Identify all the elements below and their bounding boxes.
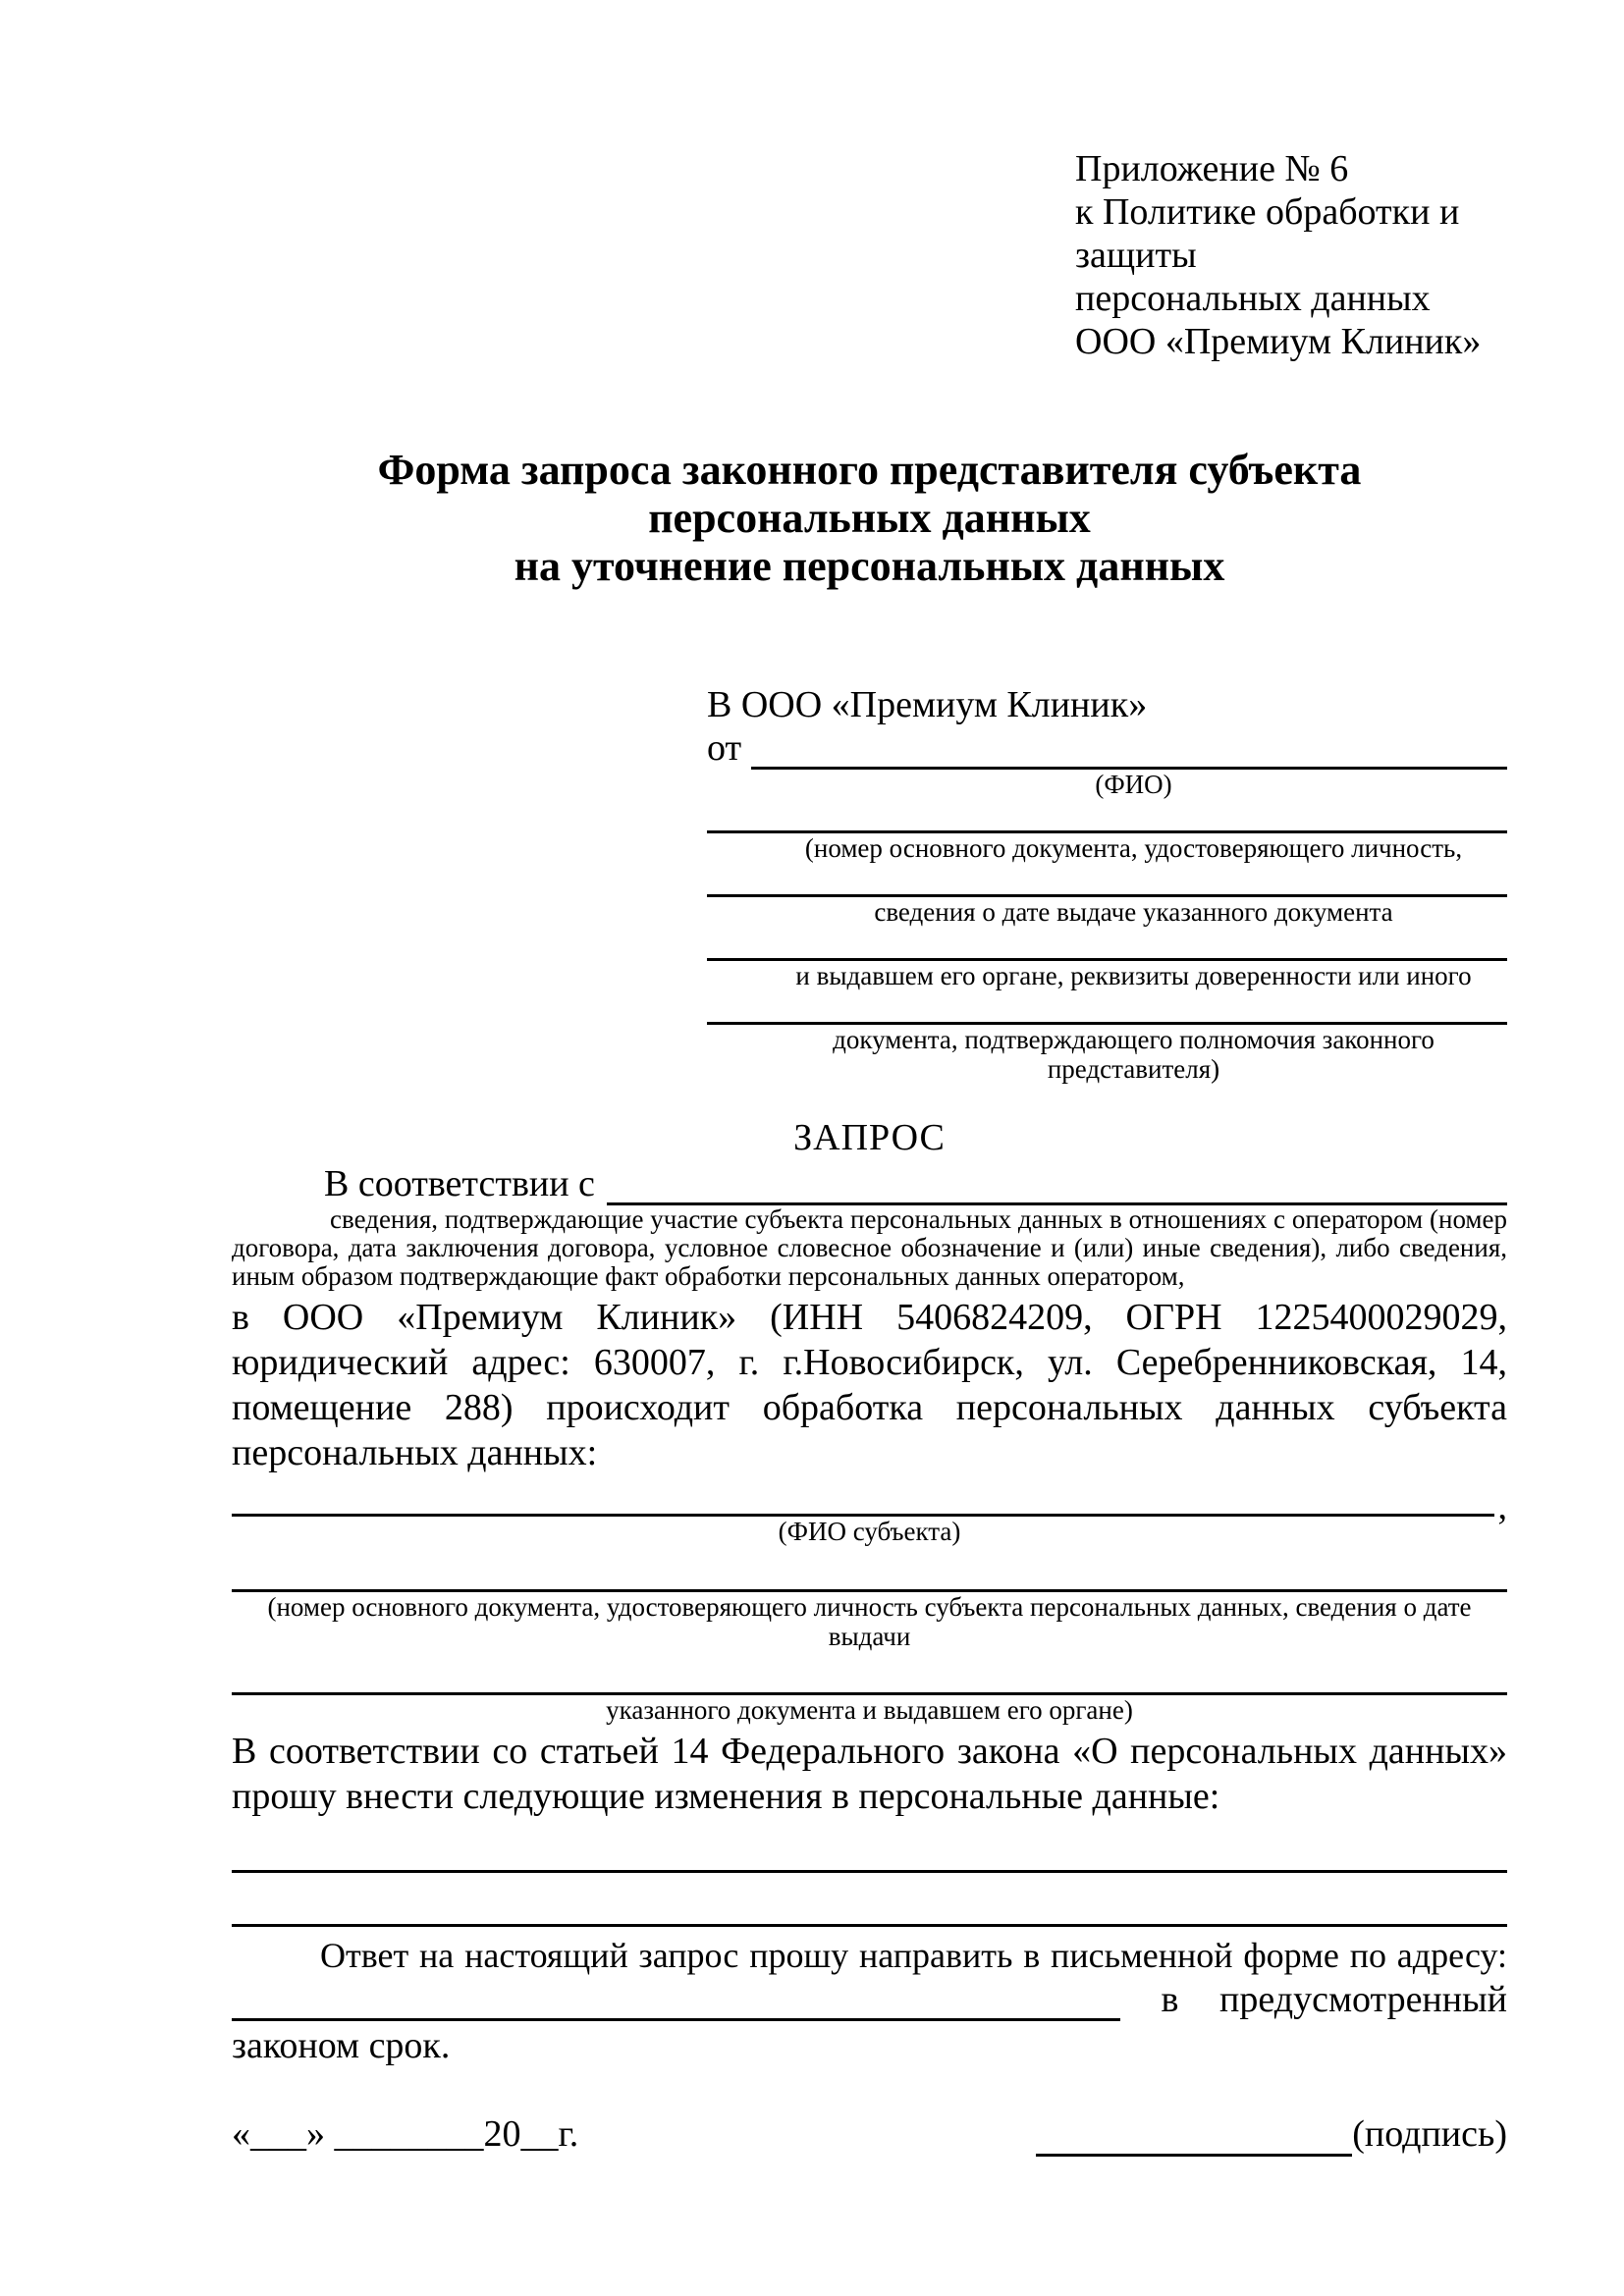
footer-row — [232, 2111, 1507, 2157]
accordance-row — [232, 1162, 1507, 1205]
appendix-header-line: к Политике обработки и защиты — [1075, 191, 1460, 276]
appendix-header-line: персональных данных — [1075, 278, 1431, 319]
from-label: от — [707, 727, 742, 769]
representative-doc-fill-line-2 — [707, 863, 1507, 897]
representative-doc-caption-2: сведения о дате выдаче указанного документа — [874, 897, 1393, 927]
representative-doc-fill-line-1 — [707, 799, 1507, 833]
subject-doc-caption-1: (номер основного документа, удостоверяющего личность субъекта персональных данных, сведения о дате выдачи — [267, 1592, 1472, 1651]
operator-footnote: сведения, подтверждающие участие субъекта персональных данных в отношениях с оператором (номер договора, дата заключения договора, условное словесное обозначение и (или) иные сведения), либо сведения, иным образом подтверждающие факт обработки персональных данных оператором, — [232, 1204, 1507, 1291]
appendix-header-line: Приложение № 6 — [1075, 148, 1349, 189]
accordance-prefix: В соответствии с — [324, 1163, 595, 1204]
changes-fill-line-2 — [232, 1889, 1507, 1927]
representative-doc-fill-line-3 — [707, 927, 1507, 961]
representative-doc-caption-1: (номер основного документа, удостоверяющего личность, — [804, 833, 1463, 863]
reply-line-1: Ответ на настоящий запрос прошу направить в письменной форме по адресу: — [320, 1936, 1507, 1975]
changes-fill-line-1 — [232, 1835, 1507, 1873]
date-blank: «___» ________20__г. — [232, 2113, 579, 2155]
addressee-org: В ООО «Премиум Клиник» — [707, 684, 1148, 725]
signature-caption: (подпись) — [1352, 2113, 1507, 2155]
reply-line-2 — [232, 1978, 1507, 2021]
operator-paragraph: в ООО «Премиум Клиник» (ИНН 5406824209, ОГРН 1225400029029, юридический адрес: 630007, г. г.Новосибирск, ул. Серебренниковская, 14, помещение 288) происходит обработка персональных данных субъекта персональных данных: — [232, 1297, 1507, 1473]
subject-doc-fill-line-1 — [232, 1560, 1507, 1592]
subject-doc-fill-line-2 — [232, 1663, 1507, 1695]
representative-doc-fill-line-4 — [707, 990, 1507, 1025]
from-row — [707, 726, 1507, 770]
document-title — [232, 446, 1507, 590]
signature-fill-line — [1036, 2118, 1352, 2157]
representative-doc-caption-4: документа, подтверждающего полномочия законного представителя) — [833, 1025, 1435, 1084]
reply-word-predusmotrenny: предусмотренный — [1219, 1979, 1507, 2020]
reply-address-fill-line — [232, 1983, 1120, 2021]
request-heading: ЗАПРОС — [793, 1117, 946, 1158]
subject-fio-row — [232, 1479, 1507, 1527]
document-title-line1: Форма запроса законного представителя субъекта персональных данных — [377, 446, 1362, 542]
subject-fio-comma: , — [1497, 1486, 1507, 1527]
addressee-block — [707, 683, 1507, 1084]
article-paragraph: В соответствии со статьей 14 Федерального закона «О персональных данных» прошу внести следующие изменения в персональные данные: — [232, 1731, 1507, 1817]
fio-caption: (ФИО) — [1095, 770, 1172, 799]
subject-doc-caption-2: указанного документа и выдавшем его органе) — [606, 1695, 1133, 1725]
subject-fio-caption: (ФИО субъекта) — [778, 1517, 961, 1546]
reply-line-3: законом срок. — [232, 2025, 451, 2066]
document-title-line2: на уточнение персональных данных — [514, 542, 1225, 590]
representative-doc-caption-3: и выдавшем его органе, реквизиты доверенности или иного — [795, 961, 1472, 990]
appendix-header-line: ООО «Премиум Клиник» — [1075, 321, 1482, 362]
appendix-header — [1075, 147, 1507, 363]
signature-area — [1036, 2111, 1507, 2157]
reply-word-v: в — [1161, 1979, 1179, 2020]
